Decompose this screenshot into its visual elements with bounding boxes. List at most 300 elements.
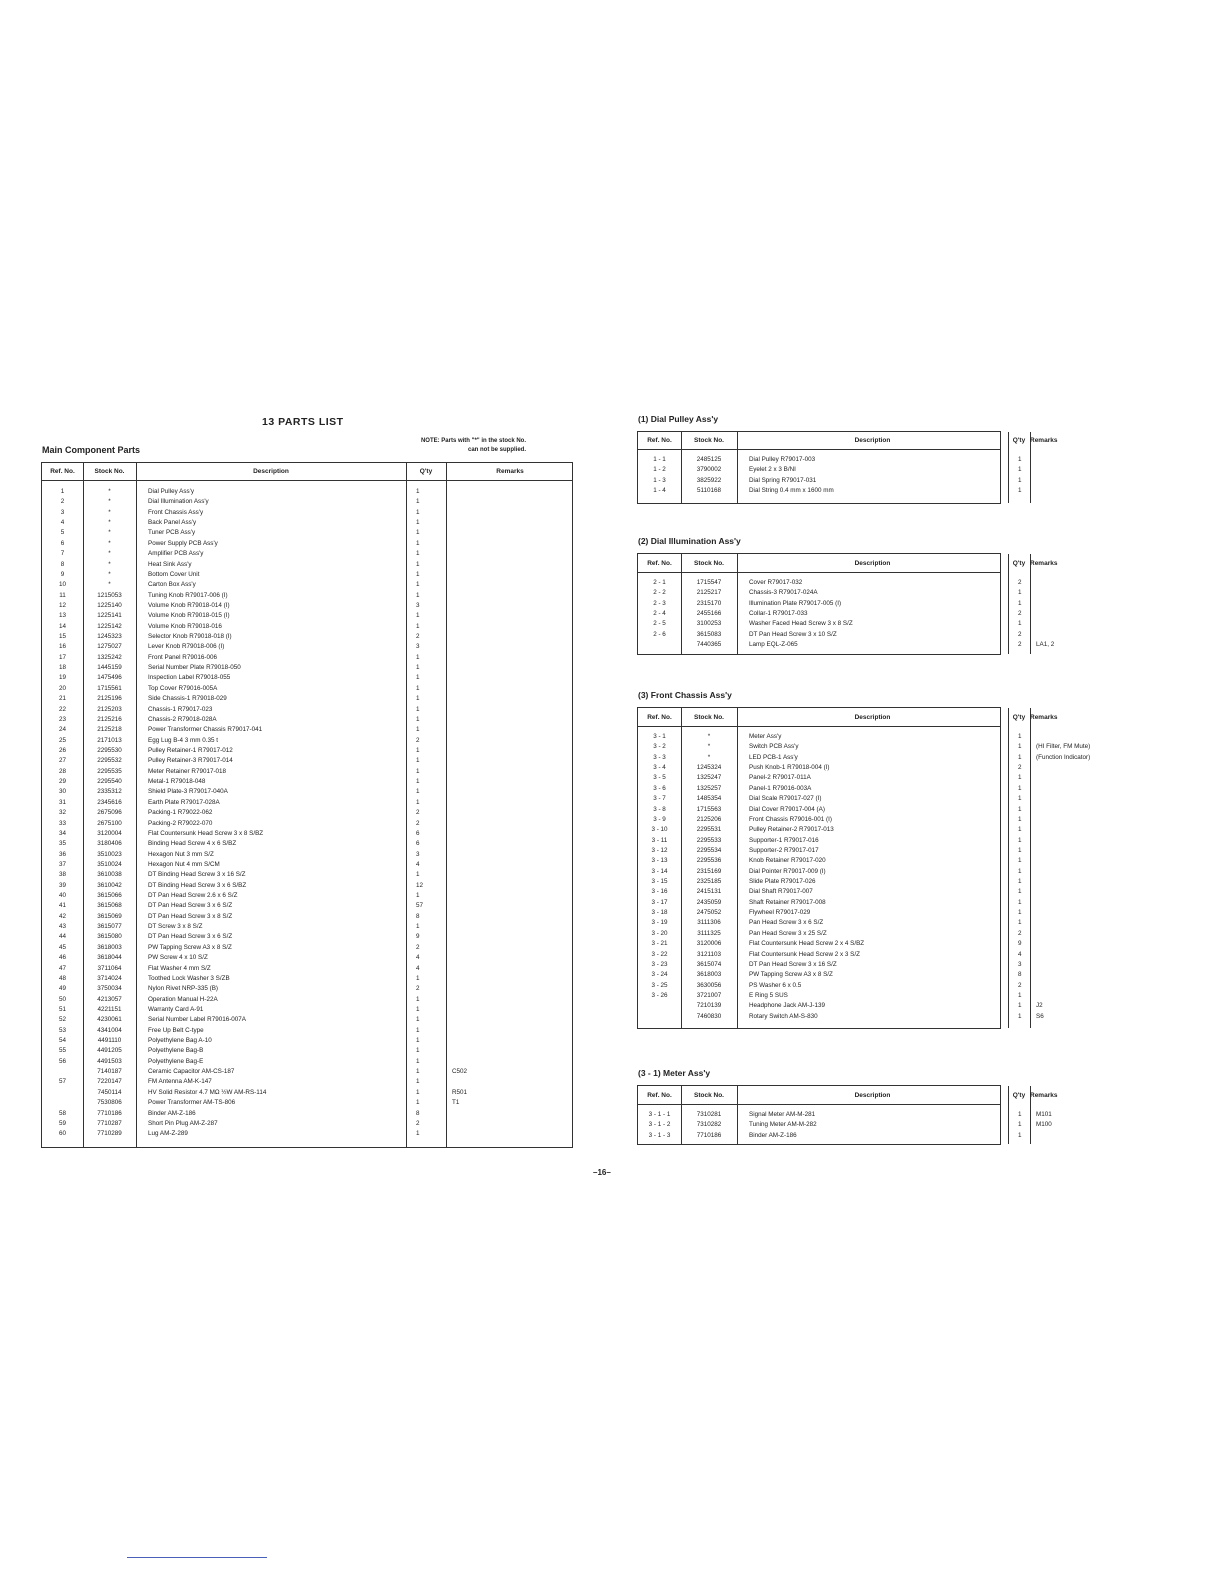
cell-description: Dial Pulley Ass'y (148, 488, 194, 495)
table-row (638, 918, 1022, 928)
table-row (42, 601, 572, 611)
cell-stock-no: 7450114 (97, 1088, 122, 1096)
cell-ref-no: 52 (58, 1016, 66, 1024)
table-row (42, 497, 572, 507)
cell-ref-no: 38 (58, 871, 66, 879)
cell-qty: 1 (1018, 846, 1022, 854)
cell-ref-no: 58 (58, 1109, 66, 1117)
table-row (42, 995, 572, 1005)
cell-qty: 1 (1018, 1012, 1022, 1020)
cell-qty: 1 (416, 746, 420, 754)
cell-stock-no: 1215053 (97, 591, 122, 599)
cell-description: Cover R79017-032 (749, 579, 803, 586)
header-description: Description (854, 559, 891, 567)
cell-description: Hexagon Nut 4 mm S/CM (148, 860, 220, 868)
cell-description: Pulley Retainer-3 R79017-014 (148, 757, 233, 765)
cell-qty: 2 (416, 1119, 420, 1127)
table-row (638, 877, 1022, 887)
cell-description: Lever Knob R79018-006 (I) (148, 643, 225, 651)
main-parts-table (41, 462, 573, 1148)
cell-qty: 1 (416, 508, 420, 516)
cell-ref-no: 13 (58, 612, 66, 620)
cell-qty: 2 (1018, 764, 1022, 772)
cell-ref-no: 9 (60, 570, 65, 578)
cell-qty: 1 (416, 519, 420, 527)
cell-ref-no: 27 (58, 757, 66, 765)
cell-ref-no: 3 - 3 (653, 753, 666, 761)
table-row (42, 580, 572, 590)
front-chassis-table (637, 707, 1091, 1029)
table-row (42, 891, 572, 901)
cell-stock-no: 2125203 (97, 705, 122, 713)
table-row (638, 805, 1022, 815)
table-row (42, 1067, 572, 1077)
cell-stock-no: 3825922 (696, 476, 722, 484)
cell-stock-no: 2125218 (97, 726, 122, 734)
cell-stock-no: * (108, 488, 111, 495)
cell-description: DT Pan Head Screw 3 x 10 S/Z (749, 630, 837, 638)
cell-ref-no: 4 (60, 519, 65, 527)
table-row (42, 850, 572, 860)
cell-qty: 4 (416, 964, 420, 972)
cell-qty: 3 (416, 643, 420, 651)
cell-stock-no: * (108, 560, 111, 568)
cell-ref-no: 8 (60, 560, 65, 568)
cell-description: Operation Manual H-22A (148, 995, 218, 1003)
cell-ref-no: 20 (58, 684, 66, 692)
cell-ref-no: 3 - 16 (651, 888, 668, 896)
cell-ref-no: 3 - 21 (651, 940, 668, 948)
cell-ref-no: 3 - 2 (653, 743, 666, 751)
dial-pulley-title: (1) Dial Pulley Ass'y (638, 414, 719, 424)
cell-ref-no: 3 - 1 (653, 733, 666, 740)
table-row (638, 991, 1022, 1001)
table-body (638, 455, 1022, 496)
cell-ref-no: 48 (58, 974, 66, 982)
cell-stock-no: 3615083 (696, 630, 722, 638)
cell-stock-no: 2485125 (696, 456, 722, 463)
cell-qty: 3 (416, 850, 420, 858)
cell-description: LED PCB-1 Ass'y (749, 753, 798, 761)
cell-ref-no: 3 - 17 (651, 898, 668, 906)
cell-stock-no: 2295530 (97, 746, 122, 754)
cell-stock-no: 2435059 (696, 898, 722, 906)
table-row (42, 539, 572, 549)
front-chassis-title: (3) Front Chassis Ass'y (638, 690, 732, 700)
table-row (42, 901, 572, 911)
cell-qty: 1 (1018, 888, 1022, 896)
cell-qty: 1 (416, 788, 420, 796)
cell-stock-no: 3618003 (696, 971, 722, 979)
cell-description: Dial Shaft R79017-007 (749, 888, 813, 896)
table-row (42, 974, 572, 984)
table-row (638, 455, 1022, 465)
cell-qty: 1 (1018, 589, 1022, 597)
table-row (42, 518, 572, 528)
cell-stock-no: 3120004 (97, 829, 122, 837)
cell-ref-no: 3 - 10 (651, 826, 668, 834)
cell-description: DT Binding Head Screw 3 x 16 S/Z (148, 871, 246, 879)
cell-qty: 6 (416, 840, 420, 848)
cell-qty: 4 (416, 860, 420, 868)
cell-ref-no: 3 - 23 (651, 960, 668, 968)
table-row (638, 476, 1022, 486)
cell-stock-no: 3610038 (97, 871, 122, 879)
cell-qty: 2 (1018, 630, 1022, 638)
cell-description: Toothed Lock Washer 3 S/ZB (148, 974, 230, 982)
cell-description: Lamp EQL-Z-065 (749, 641, 798, 649)
cell-ref-no: 3 - 6 (653, 784, 666, 792)
cell-stock-no: 2675096 (97, 809, 122, 817)
cell-ref-no: 3 - 11 (651, 836, 668, 844)
cell-qty: 1 (1018, 919, 1022, 927)
table-row (42, 1015, 572, 1025)
cell-qty: 1 (1018, 774, 1022, 782)
cell-ref-no: 44 (58, 933, 66, 941)
cell-ref-no: 2 - 6 (653, 630, 666, 638)
table-row (42, 560, 572, 570)
table-row (638, 630, 1022, 640)
cell-description: Binder AM-Z-186 (148, 1109, 196, 1117)
cell-description: DT Pan Head Screw 3 x 6 S/Z (148, 902, 233, 910)
table-row (638, 588, 1022, 598)
cell-description: Knob Retainer R79017-020 (749, 857, 826, 865)
cell-ref-no: 54 (58, 1037, 66, 1045)
cell-stock-no: * (108, 550, 111, 558)
cell-stock-no: 3721007 (696, 991, 722, 999)
cell-qty: 1 (416, 923, 420, 931)
cell-ref-no: 3 - 1 - 2 (648, 1121, 671, 1129)
cell-ref-no: 53 (58, 1026, 66, 1034)
table-row (638, 773, 1022, 783)
cell-qty: 2 (416, 819, 420, 827)
header-qty: Q'ty (1012, 1091, 1026, 1099)
cell-stock-no: 3111306 (697, 919, 721, 927)
cell-qty: 1 (1018, 815, 1022, 823)
cell-stock-no: 7220147 (97, 1078, 122, 1086)
table-row (42, 653, 572, 663)
table-row (42, 663, 572, 673)
table-body (638, 732, 1091, 1022)
table-row (42, 767, 572, 777)
cell-ref-no: 42 (58, 912, 66, 920)
cell-description: PW Screw 4 x 10 S/Z (148, 954, 208, 962)
cell-stock-no: 3615069 (97, 912, 122, 920)
cell-description: Dial Illumination Ass'y (148, 498, 209, 506)
table-row (638, 1012, 1044, 1022)
cell-qty: 9 (1018, 940, 1022, 948)
cell-description: Tuning Knob R79017-006 (I) (148, 591, 228, 599)
cell-description: Flywheel R79017-029 (749, 909, 811, 917)
table-row (638, 1120, 1052, 1130)
cell-qty: 1 (1018, 476, 1022, 484)
cell-description: Tuner PCB Ass'y (148, 529, 196, 537)
cell-remarks: S6 (1036, 1012, 1044, 1020)
cell-qty: 1 (416, 1057, 420, 1065)
cell-ref-no: 3 - 25 (651, 981, 668, 989)
cell-qty: 1 (1018, 784, 1022, 792)
cell-stock-no: 4230061 (97, 1016, 122, 1024)
table-row (42, 839, 572, 849)
cell-stock-no: 4491503 (97, 1057, 122, 1065)
cell-qty: 1 (1018, 1121, 1022, 1129)
cell-qty: 1 (1018, 857, 1022, 865)
table-header (42, 463, 572, 481)
cell-ref-no: 23 (58, 715, 66, 723)
cell-qty: 1 (416, 653, 420, 661)
cell-description: Warranty Card A-91 (148, 1005, 204, 1013)
cell-description: Dial Scale R79017-027 (I) (749, 795, 822, 803)
cell-ref-no: 5 (60, 529, 65, 537)
cell-remarks: R501 (452, 1088, 468, 1096)
table-row (638, 846, 1022, 856)
table-row (42, 570, 572, 580)
cell-stock-no: 7710186 (97, 1109, 122, 1117)
cell-qty: 1 (416, 1016, 420, 1024)
table-row (638, 609, 1022, 619)
cell-qty: 1 (416, 664, 420, 672)
cell-ref-no: 25 (58, 736, 66, 744)
cell-description: Volume Knob R79018-014 (I) (148, 601, 230, 609)
cell-description: Egg Lug B-4 3 mm 0.35 t (148, 736, 219, 744)
cell-stock-no: 2475052 (696, 909, 722, 917)
cell-stock-no: 1325257 (696, 784, 722, 792)
cell-description: Binding Head Screw 4 x 6 S/BZ (148, 840, 237, 848)
cell-description: Pan Head Screw 3 x 25 S/Z (749, 929, 827, 937)
cell-ref-no: 3 - 12 (651, 846, 668, 854)
cell-stock-no: 3121103 (696, 950, 722, 958)
cell-qty: 1 (1018, 878, 1022, 886)
cell-description: Supporter-1 R79017-016 (749, 836, 819, 844)
cell-description: Bottom Cover Unit (148, 570, 200, 578)
cell-qty: 8 (1018, 971, 1022, 979)
cell-stock-no: * (108, 498, 111, 506)
cell-description: Power Supply PCB Ass'y (148, 539, 218, 547)
cell-remarks: T1 (452, 1099, 460, 1107)
cell-stock-no: 7710287 (97, 1119, 122, 1127)
cell-stock-no: 2455166 (696, 610, 722, 618)
cell-qty: 1 (416, 570, 420, 578)
cell-description: DT Pan Head Screw 3 x 8 S/Z (148, 912, 233, 920)
table-row (42, 1109, 572, 1119)
cell-ref-no: 11 (59, 591, 66, 599)
header-ref-no: Ref. No. (647, 1091, 672, 1099)
cell-stock-no: 2125206 (696, 815, 722, 823)
cell-ref-no: 30 (58, 788, 66, 796)
cell-stock-no: 3120006 (696, 940, 722, 948)
table-row (638, 950, 1022, 960)
cell-ref-no: 46 (58, 954, 66, 962)
cell-stock-no: 2325185 (696, 878, 722, 886)
cell-qty: 1 (1018, 599, 1022, 607)
cell-qty: 1 (416, 684, 420, 692)
header-ref-no: Ref. No. (647, 559, 672, 567)
table-header (638, 554, 1058, 573)
header-remarks: Remarks (1030, 713, 1058, 721)
table-row (42, 684, 572, 694)
cell-description: Slide Plate R79017-026 (749, 878, 816, 886)
cell-description: PW Tapping Screw A3 x 8 S/Z (749, 971, 833, 979)
cell-description: DT Pan Head Screw 3 x 6 S/Z (148, 933, 233, 941)
table-row (42, 1036, 572, 1046)
table-row (638, 753, 1091, 763)
header-stock-no: Stock No. (694, 713, 724, 721)
column-divider (1008, 708, 1009, 1028)
cell-qty: 3 (1018, 960, 1022, 968)
meter-title: (3 - 1) Meter Ass'y (638, 1068, 711, 1078)
cell-ref-no: 41 (58, 902, 66, 910)
table-row (638, 732, 1022, 742)
table-row (638, 887, 1022, 897)
cell-stock-no: 1225141 (97, 612, 122, 620)
cell-qty: 1 (416, 488, 420, 495)
cell-qty: 1 (416, 1068, 420, 1076)
cell-ref-no: 3 - 24 (651, 971, 668, 979)
table-row (42, 1077, 572, 1087)
table-header (638, 432, 1058, 450)
cell-stock-no: 3615080 (97, 933, 122, 941)
cell-qty: 1 (416, 550, 420, 558)
table-row (638, 856, 1022, 866)
cell-ref-no: 32 (58, 809, 66, 817)
cell-qty: 1 (416, 1078, 420, 1086)
cell-qty: 1 (1018, 753, 1022, 761)
table-row (42, 736, 572, 746)
header-stock-no: Stock No. (694, 1091, 724, 1099)
table-row (638, 742, 1091, 752)
cell-description: Switch PCB Ass'y (749, 743, 799, 751)
table-body (638, 1110, 1052, 1141)
table-row (42, 756, 572, 766)
cell-description: Serial Number Label R79016-007A (148, 1016, 247, 1024)
header-remarks: Remarks (496, 468, 524, 475)
table-row (42, 487, 572, 497)
cell-description: Earth Plate R79017-028A (148, 798, 220, 806)
table-row (42, 922, 572, 932)
cell-description: Pulley Retainer-1 R79017-012 (148, 746, 233, 754)
cell-ref-no: 26 (58, 746, 66, 754)
cell-ref-no: 1 - 1 (653, 456, 666, 463)
cell-ref-no: 60 (58, 1130, 66, 1138)
cell-ref-no: 3 - 1 - 3 (648, 1131, 671, 1139)
cell-qty: 1 (416, 726, 420, 734)
cell-description: Panel-1 R79016-003A (749, 784, 812, 792)
table-row (42, 932, 572, 942)
cell-description: Chassis-2 R79018-028A (148, 715, 217, 723)
cell-stock-no: 3790002 (696, 466, 722, 474)
cell-description: Top Cover R79016-005A (148, 684, 218, 692)
cell-qty: 1 (416, 591, 420, 599)
cell-stock-no: 2295534 (696, 846, 722, 854)
cell-qty: 2 (1018, 579, 1022, 586)
cell-stock-no: 3711064 (97, 964, 122, 972)
table-row (42, 1057, 572, 1067)
cell-ref-no: 10 (58, 581, 66, 589)
cell-stock-no: 2295536 (696, 857, 722, 865)
cell-description: Power Transformer AM-TS-806 (148, 1099, 236, 1107)
page-number: –16– (593, 1168, 611, 1177)
cell-ref-no: 3 - 22 (651, 950, 668, 958)
cell-description: PW Tapping Screw A3 x 8 S/Z (148, 943, 232, 951)
cell-description: Free Up Belt C-type (148, 1026, 204, 1034)
cell-description: Signal Meter AM-M-281 (749, 1111, 816, 1118)
cell-description: Heat Sink Ass'y (148, 560, 192, 568)
table-row (42, 808, 572, 818)
cell-description: DT Pan Head Screw 3 x 16 S/Z (749, 960, 837, 968)
cell-stock-no: 2125196 (97, 695, 122, 703)
cell-ref-no: 28 (58, 767, 66, 775)
cell-ref-no: 3 - 5 (653, 774, 666, 782)
cell-ref-no: 1 - 2 (653, 466, 666, 474)
cell-stock-no: 2295535 (97, 767, 122, 775)
cell-qty: 1 (416, 1047, 420, 1055)
cell-qty: 1 (416, 1026, 420, 1034)
stock-note (360, 437, 526, 455)
cell-ref-no: 1 - 3 (653, 476, 666, 484)
cell-ref-no: 2 - 2 (653, 589, 666, 597)
cell-stock-no: 1475496 (97, 674, 122, 682)
cell-stock-no: 7710186 (696, 1131, 722, 1139)
cell-description: Polyethylene Bag-E (148, 1057, 204, 1065)
table-row (638, 599, 1022, 609)
cell-qty: 2 (416, 985, 420, 993)
cell-description: HV Solid Resistor 4.7 MΩ ½W AM-RS-114 (148, 1088, 267, 1096)
cell-description: Carton Box Ass'y (148, 581, 196, 589)
cell-description: E Ring 5 SUS (749, 991, 788, 999)
cell-ref-no: 2 - 3 (653, 599, 666, 607)
cell-qty: 4 (1018, 950, 1022, 958)
cell-ref-no: 3 - 8 (653, 805, 666, 813)
cell-ref-no: 51 (58, 1005, 66, 1013)
cell-stock-no: 2295540 (97, 778, 122, 786)
cell-ref-no: 45 (58, 943, 66, 951)
table-row (42, 508, 572, 518)
cell-ref-no: 3 - 15 (651, 878, 668, 886)
cell-description: Pan Head Screw 3 x 6 S/Z (749, 919, 824, 927)
cell-stock-no: * (108, 529, 111, 537)
cell-qty: 2 (1018, 929, 1022, 937)
cell-qty: 1 (416, 715, 420, 723)
table-row (638, 640, 1055, 650)
cell-description: DT Binding Head Screw 3 x 6 S/BZ (148, 881, 247, 889)
cell-ref-no: 34 (58, 829, 66, 837)
table-row (42, 1119, 572, 1129)
table-row (638, 465, 1022, 475)
page-title: 13 PARTS LIST (262, 416, 344, 428)
table-row (42, 549, 572, 559)
cell-description: Back Panel Ass'y (148, 519, 197, 527)
cell-description: Flat Countersunk Head Screw 2 x 4 S/BZ (749, 940, 865, 948)
cell-qty: 2 (1018, 610, 1022, 618)
cell-qty: 1 (1018, 795, 1022, 803)
cell-description: Eyelet 2 x 3 B/NI (749, 466, 796, 474)
cell-qty: 1 (416, 1005, 420, 1013)
cell-qty: 1 (416, 498, 420, 506)
cell-stock-no: * (108, 581, 111, 589)
cell-ref-no: 18 (58, 664, 66, 672)
cell-stock-no: * (707, 733, 711, 740)
cell-description: Lug AM-Z-289 (148, 1130, 188, 1138)
table-row (42, 787, 572, 797)
cell-stock-no: 7140187 (97, 1068, 122, 1076)
cell-qty: 8 (416, 912, 420, 920)
cell-ref-no: 37 (58, 860, 66, 868)
table-row (42, 943, 572, 953)
cell-stock-no: 1715561 (97, 684, 122, 692)
cell-qty: 1 (416, 612, 420, 620)
cell-ref-no: 39 (58, 881, 66, 889)
table-row (638, 898, 1022, 908)
